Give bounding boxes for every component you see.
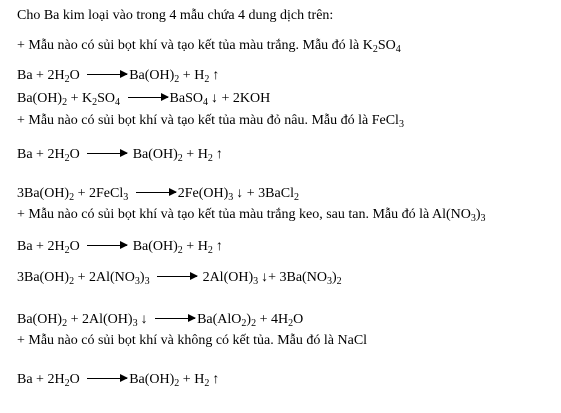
equation-ba-water-3: $Ba + 2H_2O$ $Ba(OH)_2 + H_2$ ↑ bbox=[17, 239, 223, 256]
equation-baoh-fecl3: $3Ba(OH)_2$ + 2FeCl$_3$ $2Fe(OH)_3$ ↓ + 3BaCl$_2$ bbox=[17, 186, 299, 203]
intro-text: Cho Ba kim loại vào trong 4 mẫu chứa 4 dung dịch trên: bbox=[17, 8, 334, 23]
reaction-arrow bbox=[128, 97, 168, 98]
reaction-arrow bbox=[157, 276, 197, 277]
equation-baoh-alno3: $3Ba(OH)_2 + 2Al(NO_3)_3$ $2Al(OH)_3$ ↓+ $3Ba(NO_3)_2$ bbox=[17, 270, 342, 287]
precipitate-down-icon: ↓ bbox=[261, 270, 269, 285]
gas-up-icon: ↑ bbox=[215, 239, 223, 254]
precipitate-down-icon: ↓ bbox=[140, 312, 148, 327]
reaction-arrow bbox=[87, 245, 127, 246]
equation-baoh-aloh: $Ba(OH)_2 + 2Al(OH)_3$ ↓ $Ba(AlO_2)_2 + 4H_2O$ bbox=[17, 312, 304, 329]
precipitate-down-icon: ↓ bbox=[236, 186, 244, 201]
sample-3-heading: + Mẫu nào có sủi bọt khí và tạo kết tủa màu trắng keo, sau tan. Mẫu đó là $Al(NO_3)_3$ bbox=[17, 207, 486, 224]
gas-up-icon: ↑ bbox=[215, 147, 223, 162]
equation-ba-water-4: $Ba + 2H_2O$ $Ba(OH)_2 + H_2$ ↑ bbox=[17, 372, 220, 389]
sample-2-heading: + Mẫu nào có sủi bọt khí và tạo kết tủa màu đỏ nâu. Mẫu đó là FeCl$_3$ bbox=[17, 113, 404, 130]
reaction-arrow bbox=[87, 378, 127, 379]
reaction-arrow bbox=[87, 153, 127, 154]
equation-ba-water-2: $Ba + 2H_2O$ $Ba(OH)_2 + H_2$ ↑ bbox=[17, 147, 223, 164]
equation-baoh-k2so4: $Ba(OH)_2 + K_2SO_4$ BaSO$_4$ ↓ + 2KOH bbox=[17, 91, 271, 108]
gas-up-icon: ↑ bbox=[212, 68, 220, 83]
sample-4-heading: + Mẫu nào có sủi bọt khí và không có kết tủa. Mẫu đó là NaCl bbox=[17, 333, 368, 348]
gas-up-icon: ↑ bbox=[212, 372, 220, 387]
sample-1-heading: + Mẫu nào có sủi bọt khí và tạo kết tủa màu trắng. Mẫu đó là $K_2SO_4$ bbox=[17, 38, 401, 55]
equation-ba-water-1: $Ba + 2H_2O$ $Ba(OH)_2 + H_2$ ↑ bbox=[17, 68, 220, 85]
reaction-arrow bbox=[155, 318, 195, 319]
reaction-arrow bbox=[87, 74, 127, 75]
precipitate-down-icon: ↓ bbox=[210, 91, 218, 106]
reaction-arrow bbox=[136, 192, 176, 193]
